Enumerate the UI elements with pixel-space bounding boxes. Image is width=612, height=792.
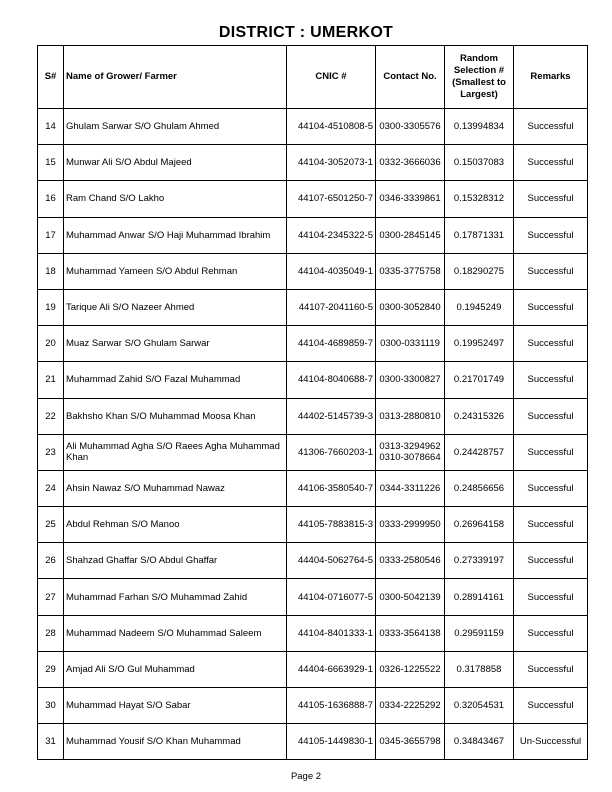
cell-remarks: Successful — [514, 289, 588, 325]
cell-remarks: Successful — [514, 579, 588, 615]
cell-remarks: Successful — [514, 543, 588, 579]
table-body — [38, 109, 588, 760]
cell-name: Bakhsho Khan S/O Muhammad Moosa Khan — [64, 398, 287, 434]
cell-sno: 20 — [38, 326, 64, 362]
cell-name: Shahzad Ghaffar S/O Abdul Ghaffar — [64, 543, 287, 579]
table-row — [38, 688, 588, 724]
cell-cnic: 44104-3052073-1 — [287, 145, 376, 181]
cell-contact: 0334-2225292 — [376, 688, 445, 724]
cell-remarks: Successful — [514, 253, 588, 289]
cell-remarks: Successful — [514, 470, 588, 506]
cell-remarks: Successful — [514, 145, 588, 181]
table-row — [38, 651, 588, 687]
table-row — [38, 507, 588, 543]
cell-remarks: Successful — [514, 181, 588, 217]
cell-sno: 23 — [38, 434, 64, 470]
cell-cnic: 44107-6501250-7 — [287, 181, 376, 217]
cell-name: Ghulam Sarwar S/O Ghulam Ahmed — [64, 109, 287, 145]
cell-sno: 24 — [38, 470, 64, 506]
header-cnic: CNIC # — [287, 46, 376, 109]
cell-sno: 25 — [38, 507, 64, 543]
cell-contact: 0300-5042139 — [376, 579, 445, 615]
cell-remarks: Successful — [514, 507, 588, 543]
cell-name: Ahsin Nawaz S/O Muhammad Nawaz — [64, 470, 287, 506]
cell-contact: 0300-3305576 — [376, 109, 445, 145]
table-row — [38, 579, 588, 615]
cell-name: Muhammad Yousif S/O Khan Muhammad — [64, 724, 287, 760]
cell-contact: 0335-3775758 — [376, 253, 445, 289]
cell-random: 0.24315326 — [445, 398, 514, 434]
cell-cnic: 44104-4689859-7 — [287, 326, 376, 362]
cell-contact: 0332-3666036 — [376, 145, 445, 181]
cell-random: 0.15328312 — [445, 181, 514, 217]
cell-contact: 0313-2880810 — [376, 398, 445, 434]
cell-remarks: Successful — [514, 651, 588, 687]
cell-name: Muhammad Hayat S/O Sabar — [64, 688, 287, 724]
cell-name: Ram Chand S/O Lakho — [64, 181, 287, 217]
cell-contact: 0326-1225522 — [376, 651, 445, 687]
table-row — [38, 217, 588, 253]
cell-contact: 0300-0331119 — [376, 326, 445, 362]
table-row — [38, 724, 588, 760]
cell-contact: 0300-2845145 — [376, 217, 445, 253]
cell-sno: 14 — [38, 109, 64, 145]
cell-cnic: 44402-5145739-3 — [287, 398, 376, 434]
grower-selection-table — [37, 45, 588, 760]
cell-remarks: Successful — [514, 109, 588, 145]
cell-random: 0.28914161 — [445, 579, 514, 615]
cell-cnic: 44104-8401333-1 — [287, 615, 376, 651]
cell-sno: 31 — [38, 724, 64, 760]
cell-random: 0.24428757 — [445, 434, 514, 470]
cell-cnic: 44104-0716077-5 — [287, 579, 376, 615]
cell-random: 0.21701749 — [445, 362, 514, 398]
cell-name: Amjad Ali S/O Gul Muhammad — [64, 651, 287, 687]
cell-random: 0.19952497 — [445, 326, 514, 362]
cell-remarks: Successful — [514, 326, 588, 362]
cell-contact: 0345-3655798 — [376, 724, 445, 760]
cell-random: 0.15037083 — [445, 145, 514, 181]
table-row — [38, 145, 588, 181]
table-row — [38, 289, 588, 325]
cell-cnic: 41306-7660203-1 — [287, 434, 376, 470]
cell-random: 0.17871331 — [445, 217, 514, 253]
table-row — [38, 181, 588, 217]
cell-sno: 16 — [38, 181, 64, 217]
cell-name: Abdul Rehman S/O Manoo — [64, 507, 287, 543]
cell-remarks: Successful — [514, 434, 588, 470]
cell-name: Muhammad Nadeem S/O Muhammad Saleem — [64, 615, 287, 651]
cell-contact: 0344-3311226 — [376, 470, 445, 506]
cell-name: Muaz Sarwar S/O Ghulam Sarwar — [64, 326, 287, 362]
cell-random: 0.18290275 — [445, 253, 514, 289]
district-title: DISTRICT : UMERKOT — [218, 24, 394, 41]
cell-contact: 0333-2999950 — [376, 507, 445, 543]
table-row — [38, 398, 588, 434]
cell-random: 0.13994834 — [445, 109, 514, 145]
table-row — [38, 362, 588, 398]
cell-cnic: 44104-8040688-7 — [287, 362, 376, 398]
cell-sno: 19 — [38, 289, 64, 325]
cell-random: 0.3178858 — [445, 651, 514, 687]
cell-contact: 0300-3300827 — [376, 362, 445, 398]
cell-sno: 21 — [38, 362, 64, 398]
cell-cnic: 44104-4035049-1 — [287, 253, 376, 289]
cell-name: Muhammad Anwar S/O Haji Muhammad Ibrahim — [64, 217, 287, 253]
cell-sno: 17 — [38, 217, 64, 253]
table-row — [38, 470, 588, 506]
cell-name: Ali Muhammad Agha S/O Raees Agha Muhammad Khan — [64, 434, 287, 470]
page-number: Page 2 — [290, 771, 322, 782]
cell-cnic: 44404-6663929-1 — [287, 651, 376, 687]
cell-sno: 27 — [38, 579, 64, 615]
cell-cnic: 44104-4510808-5 — [287, 109, 376, 145]
cell-remarks: Un-Successful — [514, 724, 588, 760]
header-remarks: Remarks — [514, 46, 588, 109]
cell-random: 0.24856656 — [445, 470, 514, 506]
cell-random: 0.1945249 — [445, 289, 514, 325]
cell-cnic: 44105-7883815-3 — [287, 507, 376, 543]
header-random: Random Selection # (Smallest to Largest) — [445, 46, 514, 109]
cell-contact: 0313-3294962 0310-3078664 — [376, 434, 445, 470]
table-row — [38, 543, 588, 579]
cell-sno: 18 — [38, 253, 64, 289]
cell-cnic: 44106-3580540-7 — [287, 470, 376, 506]
table-row — [38, 326, 588, 362]
cell-cnic: 44105-1449830-1 — [287, 724, 376, 760]
cell-contact: 0333-2580546 — [376, 543, 445, 579]
cell-contact: 0300-3052840 — [376, 289, 445, 325]
table-row — [38, 615, 588, 651]
header-name: Name of Grower/ Farmer — [64, 46, 287, 109]
cell-sno: 15 — [38, 145, 64, 181]
cell-cnic: 44107-2041160-5 — [287, 289, 376, 325]
cell-random: 0.34843467 — [445, 724, 514, 760]
cell-contact: 0346-3339861 — [376, 181, 445, 217]
cell-name: Muhammad Yameen S/O Abdul Rehman — [64, 253, 287, 289]
cell-random: 0.29591159 — [445, 615, 514, 651]
cell-name: Muhammad Farhan S/O Muhammad Zahid — [64, 579, 287, 615]
cell-cnic: 44105-1636888-7 — [287, 688, 376, 724]
cell-name: Tarique Ali S/O Nazeer Ahmed — [64, 289, 287, 325]
header-sno: S# — [38, 46, 64, 109]
cell-remarks: Successful — [514, 217, 588, 253]
cell-cnic: 44104-2345322-5 — [287, 217, 376, 253]
cell-remarks: Successful — [514, 398, 588, 434]
cell-name: Munwar Ali S/O Abdul Majeed — [64, 145, 287, 181]
cell-name: Muhammad Zahid S/O Fazal Muhammad — [64, 362, 287, 398]
cell-remarks: Successful — [514, 688, 588, 724]
cell-remarks: Successful — [514, 362, 588, 398]
cell-sno: 28 — [38, 615, 64, 651]
cell-sno: 26 — [38, 543, 64, 579]
cell-sno: 29 — [38, 651, 64, 687]
table-row — [38, 109, 588, 145]
cell-sno: 30 — [38, 688, 64, 724]
cell-contact: 0333-3564138 — [376, 615, 445, 651]
cell-cnic: 44404-5062764-5 — [287, 543, 376, 579]
cell-remarks: Successful — [514, 615, 588, 651]
header-contact: Contact No. — [376, 46, 445, 109]
table-row — [38, 434, 588, 470]
table-header-row — [38, 46, 588, 109]
cell-random: 0.26964158 — [445, 507, 514, 543]
table-row — [38, 253, 588, 289]
cell-random: 0.32054531 — [445, 688, 514, 724]
cell-sno: 22 — [38, 398, 64, 434]
cell-random: 0.27339197 — [445, 543, 514, 579]
